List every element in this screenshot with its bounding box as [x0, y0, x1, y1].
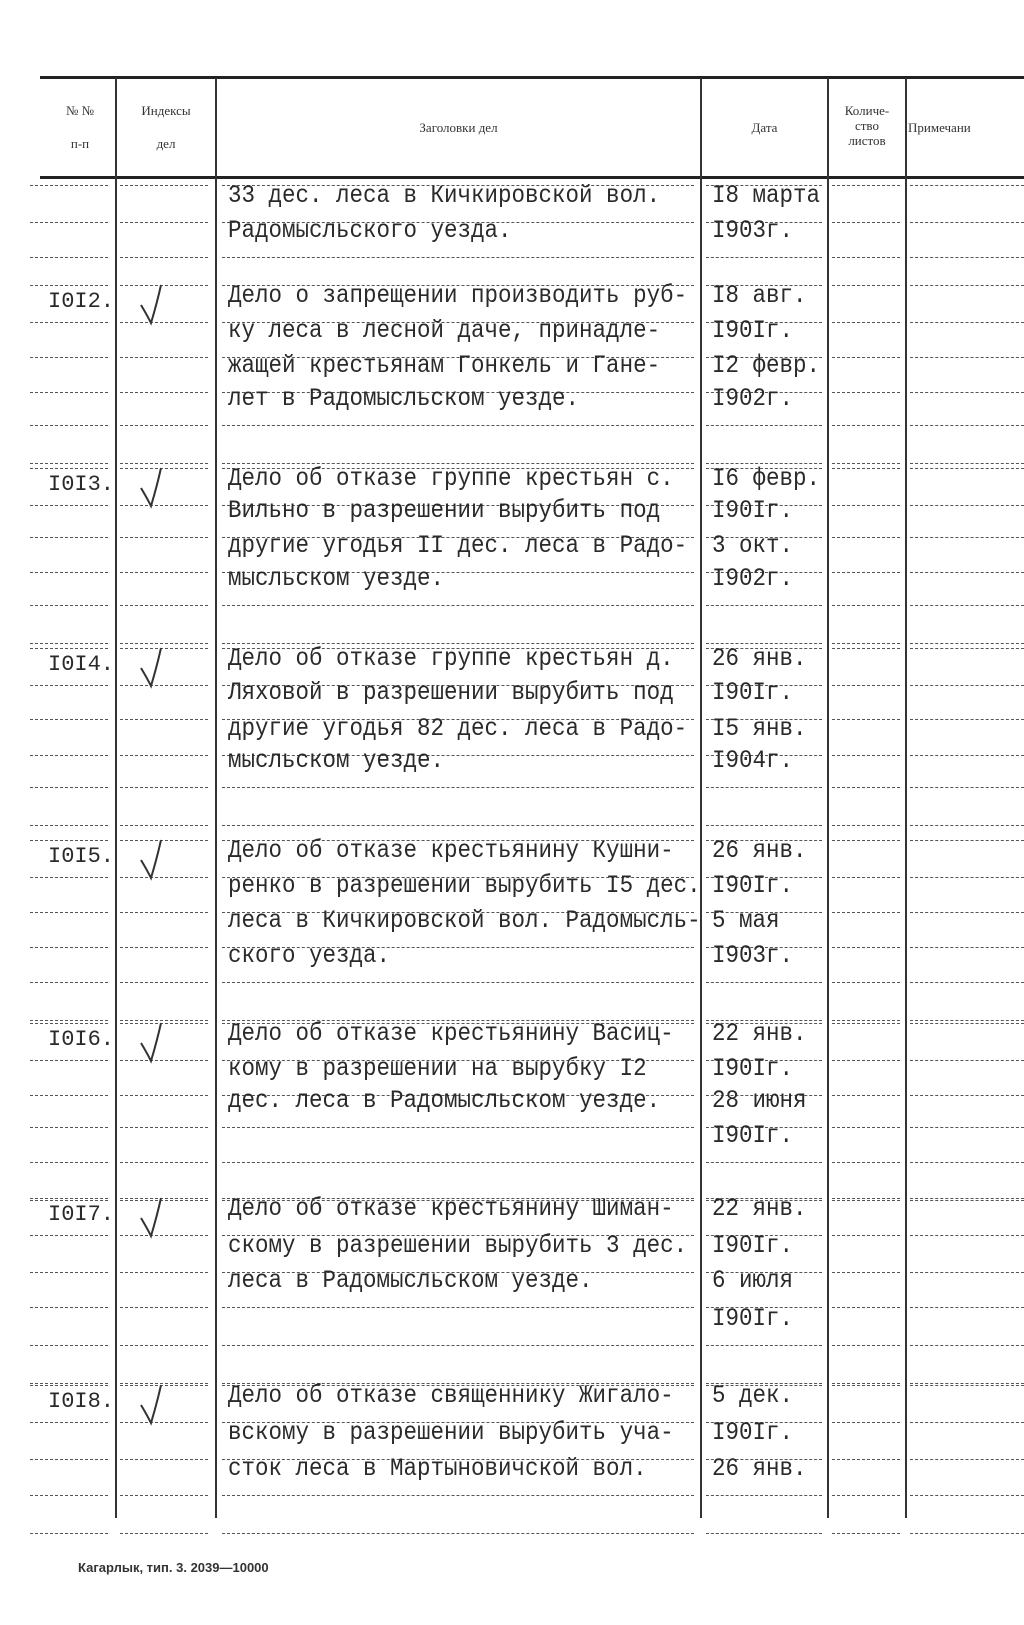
ruled-line — [30, 1422, 108, 1423]
ruled-line — [910, 605, 1024, 606]
ruled-line — [30, 1023, 108, 1024]
ruled-line — [910, 1385, 1024, 1386]
ruled-line — [910, 719, 1024, 720]
ruled-line — [910, 1459, 1024, 1460]
ruled-line — [910, 685, 1024, 686]
ruled-line — [832, 912, 900, 913]
ruled-line — [910, 1272, 1024, 1273]
case-date: I8 марта — [712, 180, 821, 210]
ruled-line — [30, 825, 108, 826]
ruled-line — [832, 787, 900, 788]
case-date: I90Iг. — [712, 315, 794, 345]
ruled-line — [910, 1023, 1024, 1024]
ruled-line — [832, 537, 900, 538]
ruled-line — [910, 982, 1024, 983]
ruled-line — [832, 357, 900, 358]
ruled-line — [832, 1272, 900, 1273]
ruled-line — [30, 1459, 108, 1460]
ruled-line — [30, 1345, 108, 1346]
case-title-line: Дело об отказе священнику Жигало- — [228, 1380, 674, 1410]
ruled-line — [30, 357, 108, 358]
ruled-line — [832, 648, 900, 649]
ruled-line — [832, 982, 900, 983]
ruled-line — [910, 755, 1024, 756]
ruled-line — [30, 719, 108, 720]
ruled-line — [706, 425, 822, 426]
check-mark-icon — [135, 1383, 175, 1432]
table-top-rule — [40, 76, 1024, 79]
ruled-line — [832, 505, 900, 506]
row-number: I0I4. — [48, 652, 115, 677]
ruled-line — [832, 392, 900, 393]
ruled-line — [910, 463, 1024, 464]
ruled-line — [222, 1495, 694, 1496]
ruled-line — [832, 285, 900, 286]
ruled-line — [222, 787, 694, 788]
ruled-line — [832, 755, 900, 756]
ruled-line — [30, 1307, 108, 1308]
ruled-line — [30, 1200, 108, 1201]
ruled-line — [222, 825, 694, 826]
ruled-line — [910, 425, 1024, 426]
ruled-line — [910, 222, 1024, 223]
ruled-line — [30, 425, 108, 426]
ruled-line — [30, 840, 108, 841]
ruled-line — [910, 285, 1024, 286]
case-title-line: жащей крестьянам Гонкель и Гане- — [228, 350, 661, 380]
check-mark-icon — [135, 1196, 175, 1245]
ruled-line — [30, 605, 108, 606]
case-title-line: Дело об отказе крестьянину Васиц- — [228, 1018, 674, 1048]
ruled-line — [222, 257, 694, 258]
case-title-line: мысльском уезде. — [228, 563, 445, 593]
ruled-line — [832, 840, 900, 841]
ruled-line — [832, 719, 900, 720]
ruled-line — [120, 787, 208, 788]
ruled-line — [30, 1383, 108, 1384]
ruled-line — [30, 1272, 108, 1273]
ruled-line — [832, 877, 900, 878]
ruled-line — [30, 877, 108, 878]
ruled-line — [832, 1198, 900, 1199]
ruled-line — [120, 425, 208, 426]
case-title-line: леса в Радомысльском уезде. — [228, 1265, 593, 1295]
ruled-line — [30, 787, 108, 788]
header-index-line1: Индексы — [141, 103, 191, 118]
case-date: 3 окт. — [712, 530, 794, 560]
ruled-line — [910, 947, 1024, 948]
ruled-line — [30, 185, 108, 186]
case-title-line: 33 дес. леса в Кичкировской вол. — [228, 180, 661, 210]
case-title-line: Дело об отказе группе крестьян с. — [228, 463, 674, 493]
ruled-line — [120, 912, 208, 913]
ruled-line — [120, 1127, 208, 1128]
case-date: I90Iг. — [712, 870, 794, 900]
printer-imprint: Кагарлык, тип. 3. 2039—10000 — [78, 1560, 269, 1575]
ruled-line — [120, 947, 208, 948]
case-date: I90Iг. — [712, 1417, 794, 1447]
ruled-line — [120, 825, 208, 826]
row-number: I0I3. — [48, 472, 115, 497]
ruled-line — [30, 912, 108, 913]
ruled-line — [910, 1020, 1024, 1021]
ruled-line — [30, 537, 108, 538]
ruled-line — [120, 222, 208, 223]
ruled-line — [910, 392, 1024, 393]
case-date: I904г. — [712, 745, 794, 775]
ruled-line — [832, 643, 900, 644]
ruled-line — [706, 1345, 822, 1346]
ruled-line — [30, 392, 108, 393]
ruled-line — [832, 185, 900, 186]
ruled-line — [120, 1459, 208, 1460]
ruled-line — [30, 257, 108, 258]
case-title-line: лет в Радомысльском уезде. — [228, 383, 580, 413]
ruled-line — [30, 285, 108, 286]
ruled-line — [910, 1127, 1024, 1128]
ruled-line — [832, 322, 900, 323]
ruled-line — [832, 1422, 900, 1423]
ruled-line — [120, 982, 208, 983]
case-date: 6 июля — [712, 1265, 794, 1295]
check-mark-icon — [135, 838, 175, 887]
ruled-line — [832, 1060, 900, 1061]
case-date: I90Iг. — [712, 1230, 794, 1260]
ruled-line — [910, 825, 1024, 826]
case-date: I90Iг. — [712, 1053, 794, 1083]
ruled-line — [910, 1345, 1024, 1346]
ruled-line — [832, 257, 900, 258]
ruled-line — [120, 1345, 208, 1346]
case-date: 26 янв. — [712, 835, 807, 865]
ruled-line — [120, 1162, 208, 1163]
row-number: I0I8. — [48, 1389, 115, 1414]
ruled-line — [30, 947, 108, 948]
ruled-line — [30, 1060, 108, 1061]
case-title-line: Дело об отказе крестьянину Шиман- — [228, 1193, 674, 1223]
ruled-line — [120, 1272, 208, 1273]
ruled-line — [120, 463, 208, 464]
ruled-line — [30, 648, 108, 649]
ruled-line — [832, 222, 900, 223]
ruled-line — [30, 685, 108, 686]
ruled-line — [832, 1533, 900, 1534]
case-title-line: ку леса в лесной даче, принадле- — [228, 315, 661, 345]
ruled-line — [910, 322, 1024, 323]
case-title-line: вскому в разрешении вырубить уча- — [228, 1417, 674, 1447]
ruled-line — [832, 1383, 900, 1384]
ruled-line — [706, 1533, 822, 1534]
ruled-line — [832, 605, 900, 606]
ruled-line — [832, 947, 900, 948]
check-mark-icon — [135, 466, 175, 515]
header-sheets-line2: ство — [854, 118, 879, 133]
ruled-line — [910, 1307, 1024, 1308]
ruled-line — [832, 1459, 900, 1460]
check-mark-icon — [135, 1021, 175, 1070]
case-date: I6 февр. — [712, 463, 821, 493]
ruled-line — [120, 392, 208, 393]
case-title-line: леса в Кичкировской вол. Радомысль- — [228, 905, 701, 935]
ruled-line — [30, 982, 108, 983]
ruled-line — [910, 185, 1024, 186]
case-date: I902г. — [712, 563, 794, 593]
ruled-line — [30, 1385, 108, 1386]
column-divider — [700, 78, 702, 1518]
ruled-line — [30, 463, 108, 464]
ruled-line — [910, 1198, 1024, 1199]
ruled-line — [222, 425, 694, 426]
ruled-line — [30, 1127, 108, 1128]
ruled-line — [120, 1095, 208, 1096]
case-title-line: скому в разрешении вырубить 3 дес. — [228, 1230, 688, 1260]
ruled-line — [30, 1533, 108, 1534]
ruled-line — [30, 1495, 108, 1496]
case-title-line: ренко в разрешении вырубить I5 дес. — [228, 870, 701, 900]
header-title: Заголовки дел — [419, 120, 498, 135]
case-date: 28 июня — [712, 1085, 807, 1115]
ruled-line — [832, 1235, 900, 1236]
ruled-line — [832, 825, 900, 826]
case-date: 26 янв. — [712, 1453, 807, 1483]
ruled-line — [910, 468, 1024, 469]
ruled-line — [910, 648, 1024, 649]
case-date: I903г. — [712, 215, 794, 245]
case-date: I902г. — [712, 383, 794, 413]
column-divider — [827, 78, 829, 1518]
case-title-line: Дело об отказе группе крестьян д. — [228, 643, 674, 673]
ruled-line — [30, 755, 108, 756]
ruled-line — [910, 1422, 1024, 1423]
ruled-line — [910, 537, 1024, 538]
case-title-line: Дело о запрещении производить руб- — [228, 280, 688, 310]
ruled-line — [222, 1307, 694, 1308]
ruled-line — [120, 605, 208, 606]
ruled-line — [706, 825, 822, 826]
ruled-line — [706, 982, 822, 983]
case-title-line: Вильно в разрешении вырубить под — [228, 495, 661, 525]
ruled-line — [30, 505, 108, 506]
ruled-line — [910, 1162, 1024, 1163]
ruled-line — [832, 1127, 900, 1128]
ruled-line — [30, 222, 108, 223]
ruled-line — [910, 357, 1024, 358]
ruled-line — [832, 463, 900, 464]
ruled-line — [910, 505, 1024, 506]
ruled-line — [832, 425, 900, 426]
ruled-line — [30, 1198, 108, 1199]
case-date: I8 авг. — [712, 280, 807, 310]
case-date: I90Iг. — [712, 1303, 794, 1333]
ruled-line — [120, 755, 208, 756]
header-notes: Примечани — [908, 120, 971, 135]
case-title-line: Ляховой в разрешении вырубить под — [228, 677, 674, 707]
ruled-line — [832, 685, 900, 686]
ruled-line — [30, 572, 108, 573]
case-date: 5 мая — [712, 905, 780, 935]
ruled-line — [30, 1162, 108, 1163]
ruled-line — [832, 1200, 900, 1201]
header-sheets-line3: листов — [848, 133, 886, 148]
case-title-line: Дело об отказе крестьянину Кушни- — [228, 835, 674, 865]
ruled-line — [120, 185, 208, 186]
header-number-line2: п-п — [70, 136, 90, 151]
ruled-line — [30, 1020, 108, 1021]
ruled-line — [910, 1235, 1024, 1236]
ruled-line — [120, 1495, 208, 1496]
ruled-line — [222, 1127, 694, 1128]
ruled-line — [832, 1495, 900, 1496]
ruled-line — [910, 257, 1024, 258]
row-number: I0I7. — [48, 1202, 115, 1227]
ruled-line — [706, 605, 822, 606]
ruled-line — [120, 257, 208, 258]
ruled-line — [706, 1495, 822, 1496]
case-title-line: Радомысльского уезда. — [228, 215, 512, 245]
header-date: Дата — [751, 120, 778, 135]
case-date: 26 янв. — [712, 643, 807, 673]
ruled-line — [910, 572, 1024, 573]
case-title-line: ского уезда. — [228, 940, 391, 970]
header-index — [117, 103, 215, 151]
case-title-line: мысльском уезде. — [228, 745, 445, 775]
ruled-line — [832, 468, 900, 469]
ruled-line — [120, 1307, 208, 1308]
ruled-line — [832, 1307, 900, 1308]
case-date: I90Iг. — [712, 1120, 794, 1150]
header-sheets-line1: Количе- — [844, 103, 890, 118]
ruled-line — [30, 468, 108, 469]
ruled-line — [910, 1383, 1024, 1384]
ruled-line — [910, 643, 1024, 644]
row-number: I0I6. — [48, 1027, 115, 1052]
ruled-line — [910, 840, 1024, 841]
ruled-line — [222, 1533, 694, 1534]
ruled-line — [832, 1095, 900, 1096]
ruled-line — [30, 322, 108, 323]
ruled-line — [910, 912, 1024, 913]
ruled-line — [706, 787, 822, 788]
case-date: 22 янв. — [712, 1193, 807, 1223]
case-date: 5 дек. — [712, 1380, 794, 1410]
ruled-line — [30, 643, 108, 644]
ruled-line — [120, 719, 208, 720]
header-number-line1: № № — [65, 103, 95, 118]
ruled-line — [832, 1345, 900, 1346]
column-divider — [115, 78, 117, 1518]
ruled-line — [832, 572, 900, 573]
case-date: 22 янв. — [712, 1018, 807, 1048]
row-number: I0I5. — [48, 844, 115, 869]
case-title-line: дес. леса в Радомысльском уезде. — [228, 1085, 661, 1115]
check-mark-icon — [135, 646, 175, 695]
ruled-line — [30, 1235, 108, 1236]
ruled-line — [222, 1345, 694, 1346]
ruled-line — [910, 787, 1024, 788]
ruled-line — [706, 1162, 822, 1163]
ruled-line — [30, 1095, 108, 1096]
case-date: I5 янв. — [712, 713, 807, 743]
column-divider — [215, 78, 217, 1518]
case-title-line: кому в разрешении на вырубку I2 — [228, 1053, 647, 1083]
header-index-line2: дел — [156, 136, 176, 151]
ruled-line — [910, 1095, 1024, 1096]
ruled-line — [832, 1162, 900, 1163]
ruled-line — [910, 877, 1024, 878]
ruled-line — [832, 1020, 900, 1021]
column-divider — [905, 78, 907, 1518]
case-title-line: другие угодья 82 дес. леса в Радо- — [228, 713, 688, 743]
row-number: I0I2. — [48, 289, 115, 314]
case-date: I903г. — [712, 940, 794, 970]
check-mark-icon — [135, 283, 175, 332]
ruled-line — [910, 1200, 1024, 1201]
ruled-line — [910, 1533, 1024, 1534]
case-title-line: другие угодья II дес. леса в Радо- — [228, 530, 688, 560]
ruled-line — [222, 605, 694, 606]
header-bottom-rule — [40, 176, 1024, 179]
ruled-line — [120, 572, 208, 573]
ruled-line — [222, 1162, 694, 1163]
ruled-line — [120, 1533, 208, 1534]
ruled-line — [832, 1023, 900, 1024]
header-sheets — [829, 103, 905, 148]
case-title-line: сток леса в Мартыновичской вол. — [228, 1453, 647, 1483]
ruled-line — [832, 1385, 900, 1386]
ruled-line — [910, 1060, 1024, 1061]
case-date: I2 февр. — [712, 350, 821, 380]
ruled-line — [120, 537, 208, 538]
case-date: I90Iг. — [712, 495, 794, 525]
case-date: I90Iг. — [712, 677, 794, 707]
ruled-line — [910, 1495, 1024, 1496]
ruled-line — [222, 982, 694, 983]
ruled-line — [120, 643, 208, 644]
header-number — [45, 103, 115, 151]
ruled-line — [706, 257, 822, 258]
ruled-line — [120, 357, 208, 358]
